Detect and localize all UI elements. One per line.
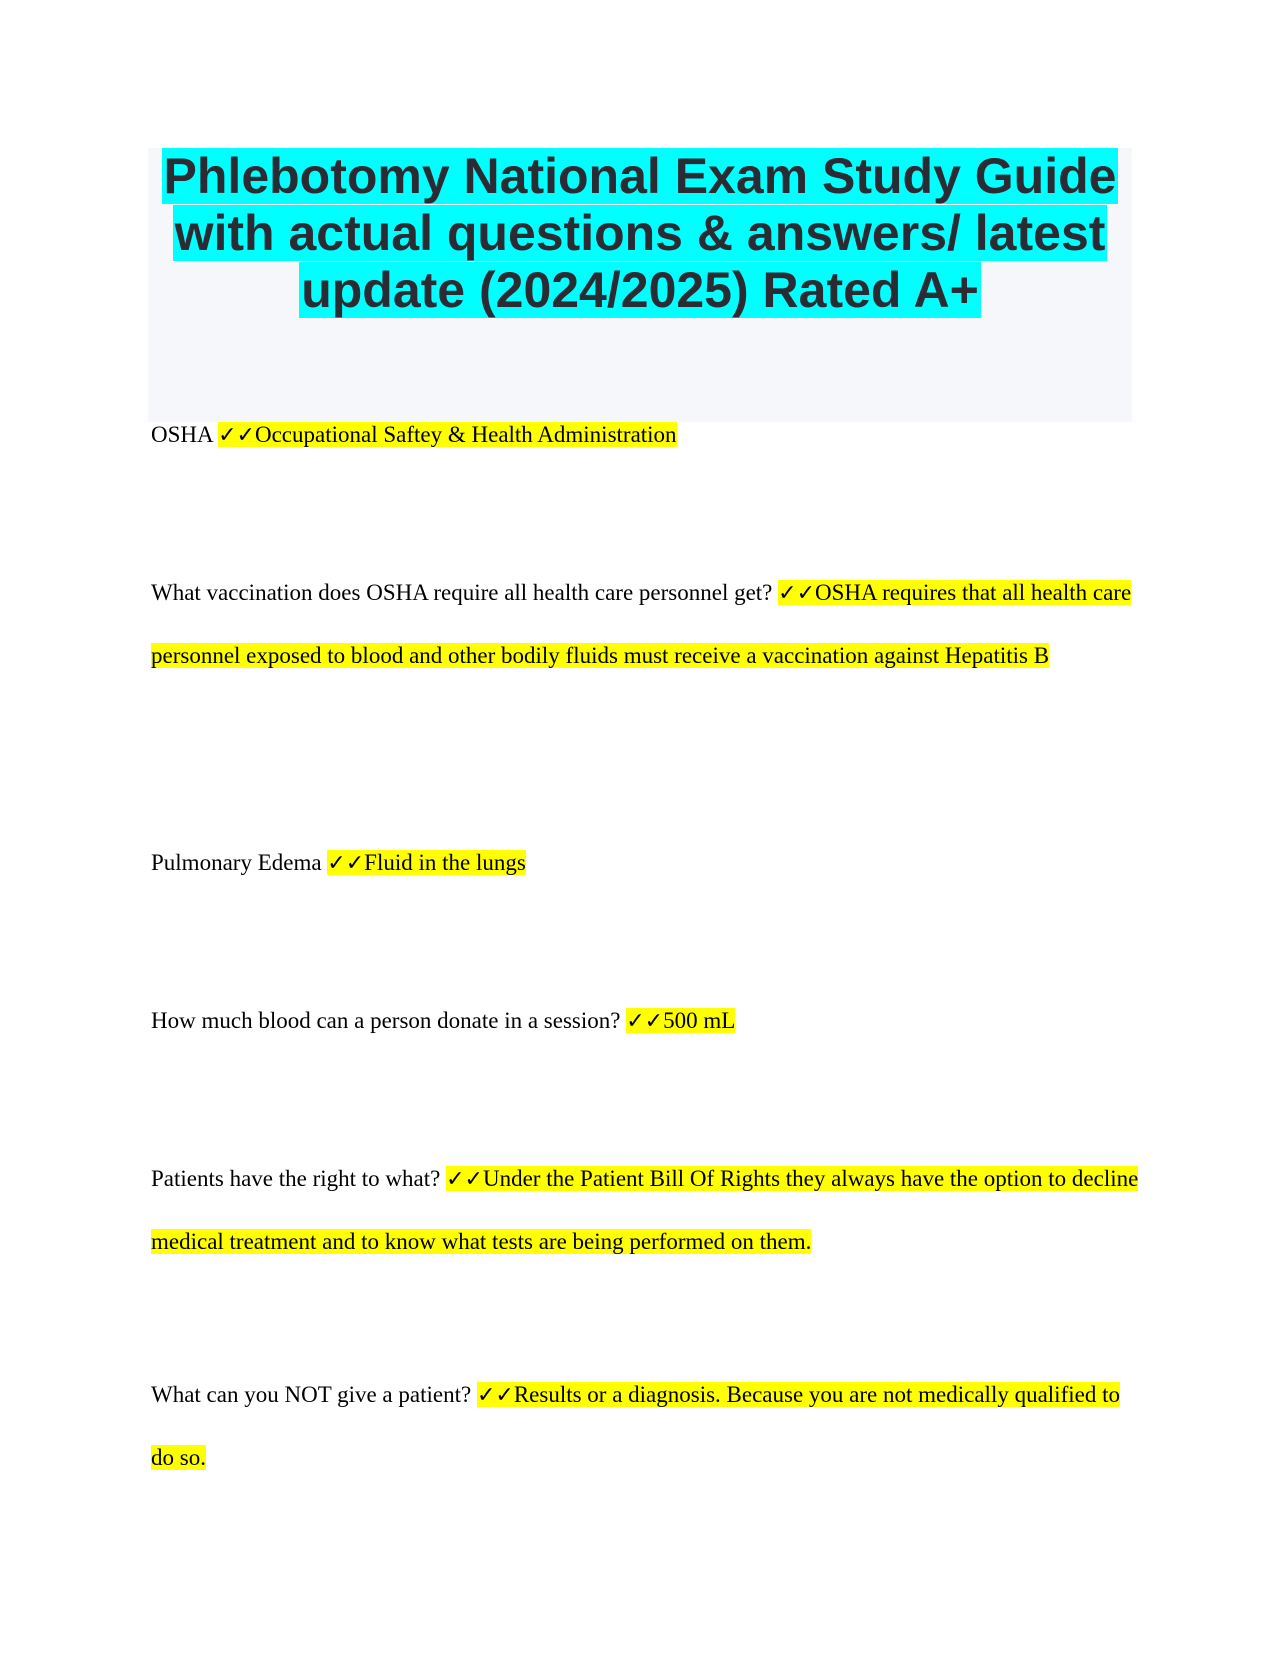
document-title <box>148 148 1132 319</box>
answer-highlight <box>327 850 526 875</box>
answer-text: Occupational Saftey & Health Administration <box>254 422 677 447</box>
qa-item-pulmonary-edema <box>151 832 1141 895</box>
question-text: OSHA <box>151 422 213 447</box>
qa-item-blood-donation <box>151 990 1141 1053</box>
answer-text: OSHA requires that all health care personnel exposed to blood and other bodily fluids must receive a vaccination against Hepatitis B <box>151 580 1132 668</box>
double-check-icon: ✓✓ <box>778 581 816 606</box>
qa-item-vaccination <box>151 562 1141 687</box>
question-text: What can you NOT give a patient? <box>151 1382 472 1407</box>
double-check-icon: ✓✓ <box>218 423 255 448</box>
answer-text: Under the Patient Bill Of Rights they always have the option to decline medical treatment and to know what tests are being performed on them. <box>151 1166 1139 1254</box>
question-text: Pulmonary Edema <box>151 850 322 875</box>
document-title-text: Phlebotomy National Exam Study Guide with actual questions & answers/ latest update (2024/2025) Rated A+ <box>163 148 1117 318</box>
question-text: How much blood can a person donate in a session? <box>151 1008 621 1033</box>
qa-item-not-give-patient <box>151 1364 1141 1489</box>
double-check-icon: ✓✓ <box>446 1167 483 1192</box>
double-check-icon: ✓✓ <box>626 1009 664 1034</box>
answer-highlight <box>218 422 676 447</box>
answer-text: Fluid in the lungs <box>364 850 526 875</box>
qa-item-osha <box>151 404 1141 467</box>
double-check-icon: ✓✓ <box>476 1383 514 1408</box>
question-text: What vaccination does OSHA require all health care personnel get? <box>151 580 773 605</box>
double-check-icon: ✓✓ <box>327 851 365 876</box>
answer-text: 500 mL <box>663 1008 736 1033</box>
qa-item-patient-rights <box>151 1148 1141 1273</box>
answer-highlight <box>626 1008 735 1033</box>
answer-text: Results or a diagnosis. Because you are not medically qualified to do so. <box>151 1382 1120 1470</box>
question-text: Patients have the right to what? <box>151 1166 441 1191</box>
